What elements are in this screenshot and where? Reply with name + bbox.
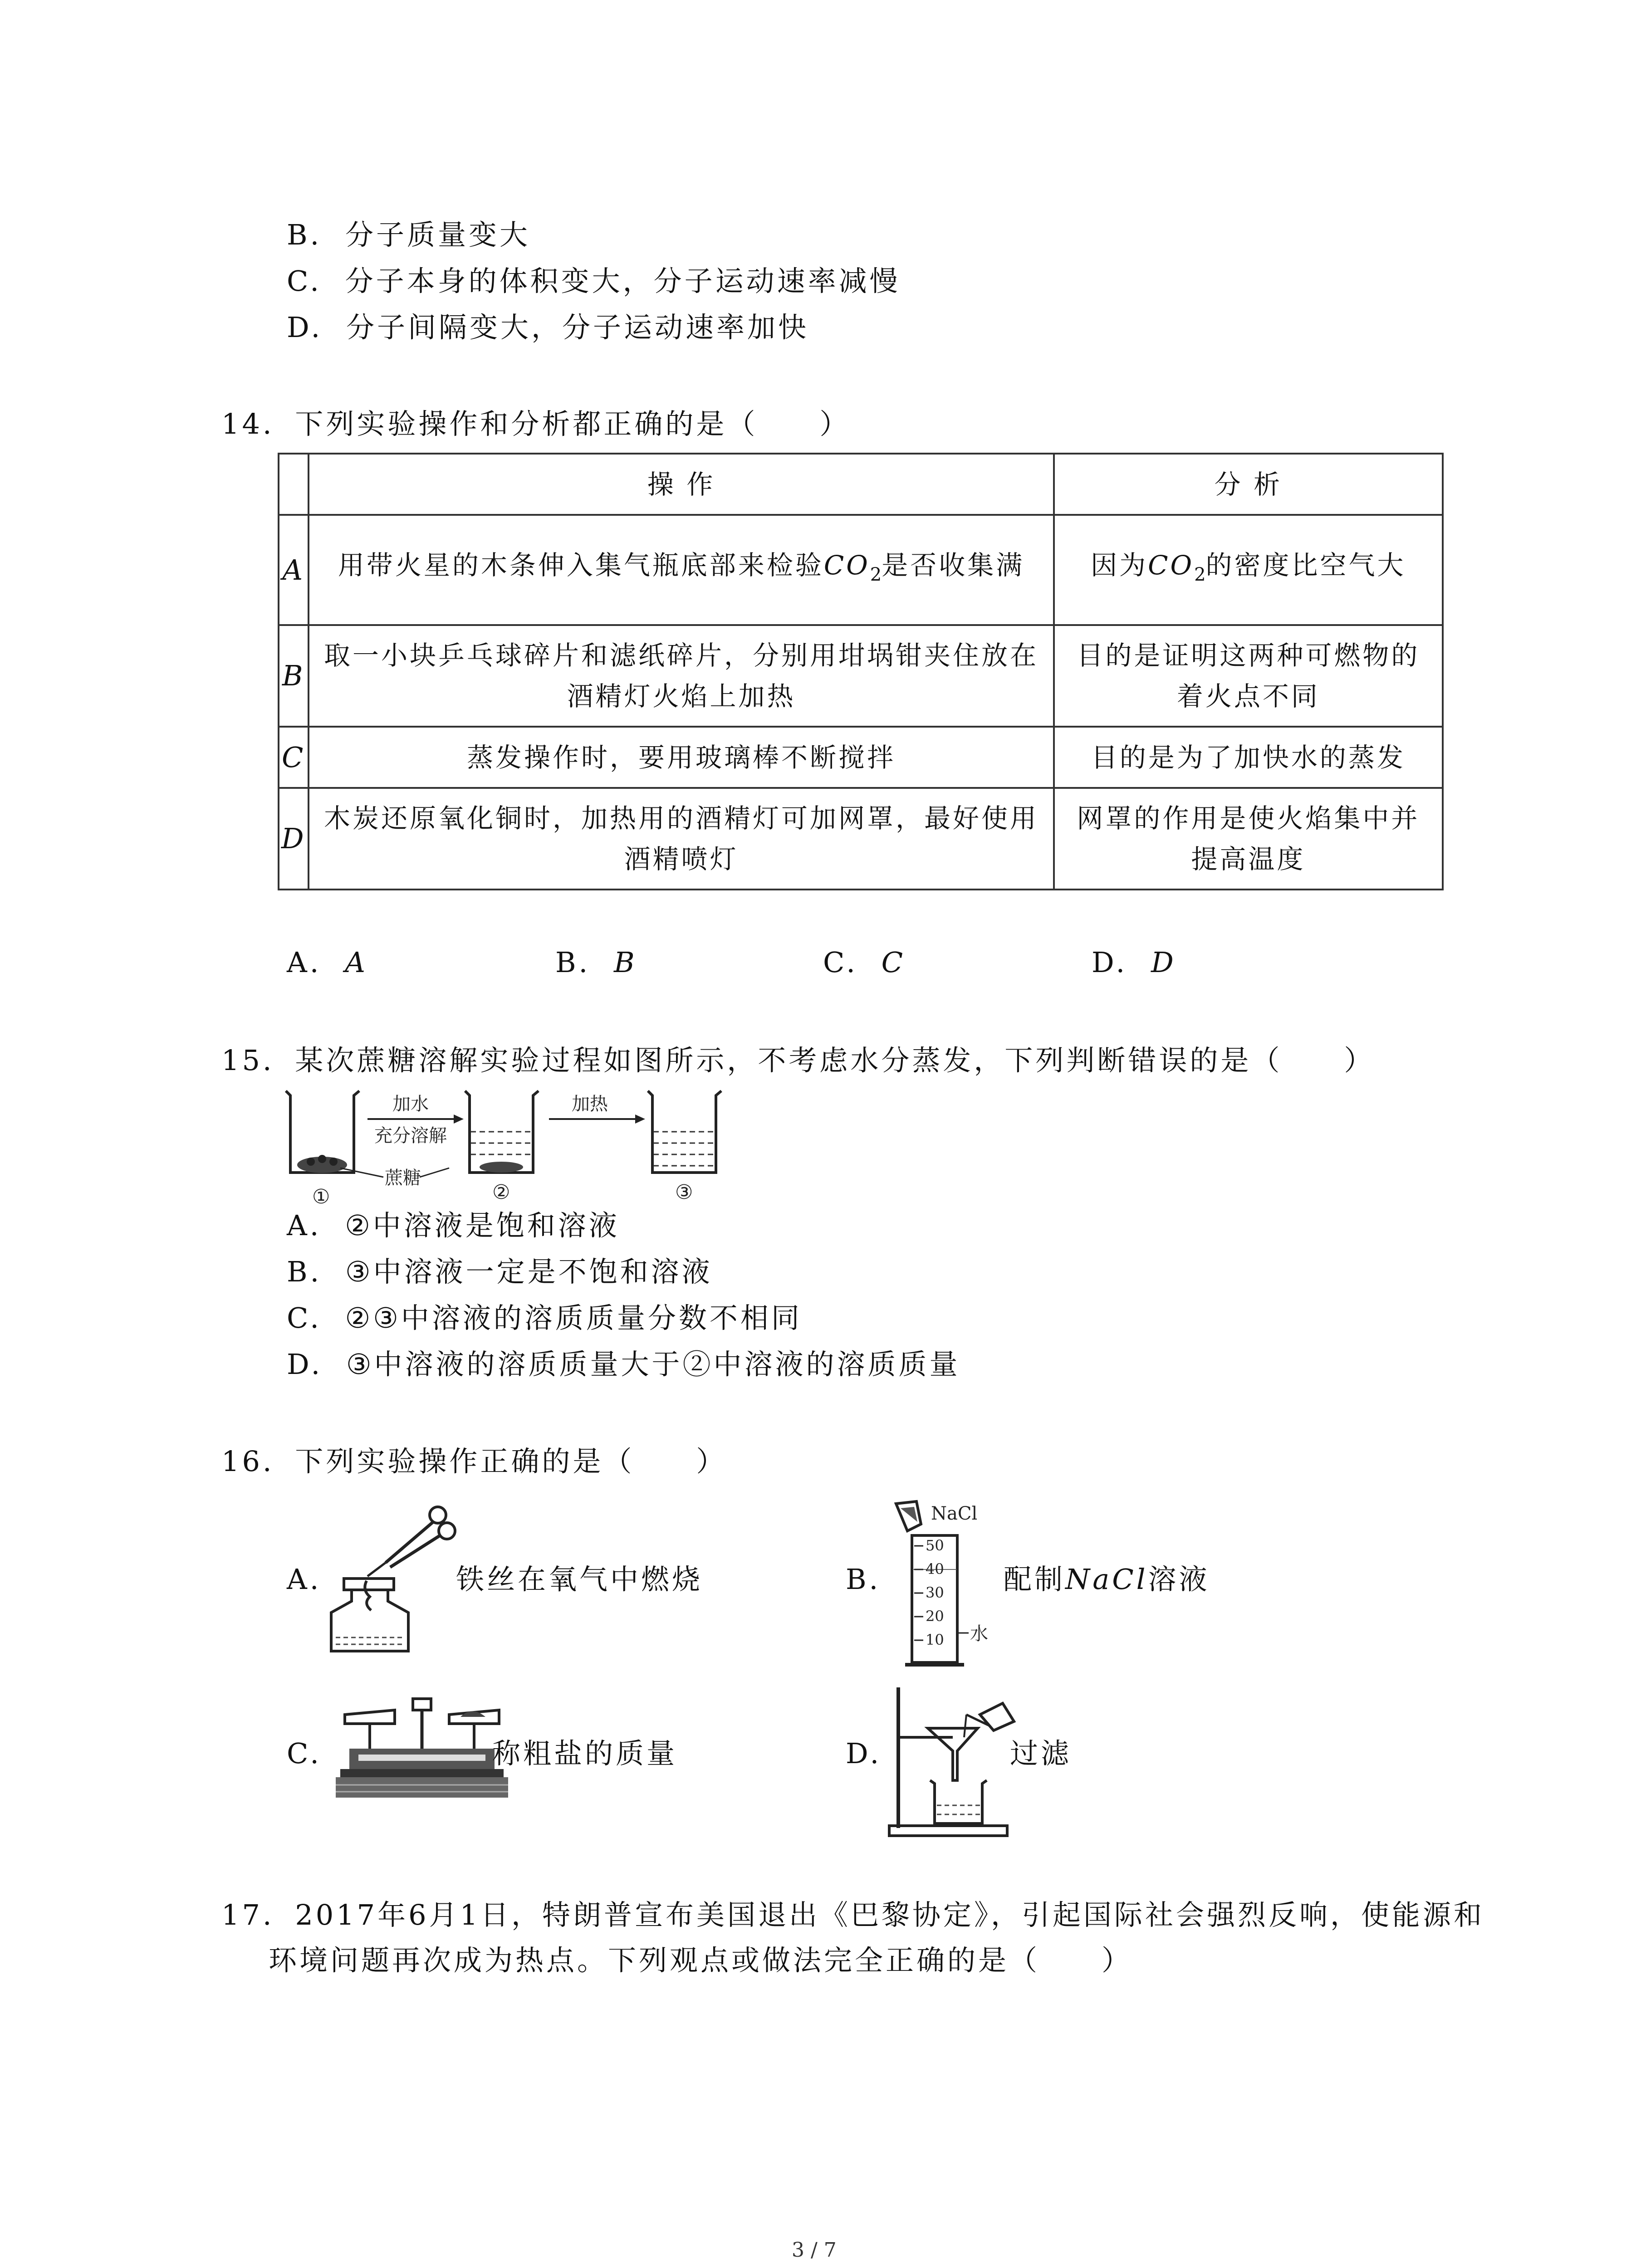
option-letter: D. [287, 311, 323, 344]
q14-option-b [555, 944, 637, 981]
q16-option-a-letter: A. [287, 1563, 322, 1596]
q16-stem [221, 1443, 727, 1480]
arrow2-label: 加热 [572, 1094, 608, 1114]
q14-stem [221, 406, 850, 442]
question-number: 16. [221, 1445, 274, 1478]
question-number: 15. [221, 1044, 274, 1077]
question-text: 某次蔗糖溶解实验过程如图所示，不考虑水分蒸发，下列判断错误的是（ ） [295, 1044, 1375, 1077]
option-letter: B. [287, 218, 322, 251]
table-row [279, 515, 1443, 625]
q16-option-a-text: 铁丝在氧气中燃烧 [456, 1563, 703, 1596]
option-text: 分子本身的体积变大，分子运动速率减慢 [345, 264, 901, 298]
table-row [279, 788, 1443, 890]
row-label: D [279, 788, 309, 890]
nacl-label: NaCl [931, 1503, 978, 1524]
option-letter: C. [823, 946, 858, 979]
row-operation: 用带火星的木条伸入集气瓶底部来检验$CO_2$是否收集满 [309, 515, 1053, 625]
iron-wire-burning-icon [318, 1499, 458, 1656]
option-value: B [614, 946, 637, 979]
iron-wire-burning-figure [318, 1499, 458, 1656]
tick-50: 50 [926, 1537, 944, 1554]
q13-option-d [287, 309, 809, 346]
table-header-row [279, 454, 1443, 515]
filtration-figure [885, 1683, 1021, 1839]
filtration-icon [885, 1683, 1021, 1839]
row-analysis: 网罩的作用是使火焰集中并提高温度 [1054, 788, 1443, 890]
option-letter: C. [287, 264, 322, 298]
beaker-3-label: ③ [675, 1181, 693, 1204]
tick-30: 30 [926, 1584, 944, 1601]
row-label: C [279, 727, 309, 788]
option-letter: A. [287, 946, 322, 979]
sugar-dissolving-figure [281, 1082, 735, 1209]
option-letter: B. [555, 946, 591, 979]
table-header-analysis: 分 析 [1054, 454, 1443, 515]
option-letter: D. [287, 1348, 323, 1381]
q15-option-d [287, 1346, 960, 1383]
option-text: ②③中溶液的溶质质量分数不相同 [345, 1301, 802, 1334]
option-letter: A. [287, 1209, 322, 1242]
arrow1-bottom-label: 充分溶解 [374, 1125, 447, 1146]
balance-scale-figure [336, 1696, 508, 1805]
question-text: 2017年6月1日，特朗普宣布美国退出《巴黎协定》，引起国际社会强烈反响，使能源和 [295, 1898, 1485, 1931]
q16-option-b-letter: B. [846, 1563, 881, 1596]
table-row [279, 625, 1443, 727]
beaker-1-label: ① [312, 1185, 330, 1208]
row-label: A [279, 515, 309, 625]
q13-option-b [287, 217, 530, 253]
question-number: 17. [221, 1898, 274, 1931]
balance-scale-icon [336, 1696, 508, 1805]
option-text: ②中溶液是饱和溶液 [345, 1209, 620, 1242]
option-text: ③中溶液一定是不饱和溶液 [345, 1255, 713, 1288]
row-operation: 蒸发操作时，要用玻璃棒不断搅拌 [309, 727, 1053, 788]
question-text: 下列实验操作正确的是（ ） [295, 1445, 727, 1478]
q15-option-c [287, 1300, 802, 1336]
table-header-empty [279, 454, 309, 515]
graduated-cylinder-icon [889, 1497, 1016, 1678]
tick-40: 40 [926, 1560, 944, 1578]
tick-10: 10 [926, 1631, 944, 1648]
option-letter: B. [287, 1255, 322, 1288]
q15-stem [221, 1042, 1375, 1079]
page-number: 3 / 7 [792, 2239, 837, 2262]
q13-option-c [287, 263, 901, 299]
option-value: C [881, 946, 906, 979]
table-header-operation: 操 作 [309, 454, 1053, 515]
row-operation: 木炭还原氧化铜时，加热用的酒精灯可加网罩，最好使用酒精喷灯 [309, 788, 1053, 890]
beaker-2-label: ② [492, 1181, 510, 1204]
question-text: 下列实验操作和分析都正确的是（ ） [295, 407, 851, 440]
option-text: ③中溶液的溶质质量大于②中溶液的溶质质量 [346, 1348, 960, 1381]
row-analysis: 目的是证明这两种可燃物的着火点不同 [1054, 625, 1443, 727]
sugar-dissolving-diagram [281, 1082, 735, 1209]
table-row [279, 727, 1443, 788]
q16-option-b-text: 配制NaCl溶液 [1004, 1563, 1210, 1596]
option-value: A [345, 946, 368, 979]
option-text: 分子间隔变大，分子运动速率加快 [346, 311, 809, 344]
q14-option-c [823, 944, 906, 981]
row-analysis: 目的是为了加快水的蒸发 [1054, 727, 1443, 788]
graduated-cylinder-figure [889, 1497, 1016, 1678]
q15-option-a [287, 1207, 620, 1244]
row-analysis: 因为$CO_2$的密度比空气大 [1054, 515, 1443, 625]
option-letter: C. [287, 1301, 322, 1334]
option-text: 分子质量变大 [345, 218, 531, 251]
option-value: D [1151, 946, 1176, 979]
q17-stem-line2: 环境问题再次成为热点。下列观点或做法完全正确的是（ ） [269, 1944, 1133, 1977]
tick-20: 20 [926, 1608, 944, 1625]
option-letter: D. [1092, 946, 1128, 979]
q15-option-b [287, 1254, 713, 1290]
arrow1-top-label: 加水 [392, 1094, 429, 1114]
q16-option-d-letter: D. [846, 1737, 882, 1770]
row-label: B [279, 625, 309, 727]
q16-option-c-text: 称粗盐的质量 [492, 1737, 678, 1770]
q17-stem-line1 [221, 1897, 1484, 1933]
sugar-label: 蔗糖 [385, 1168, 421, 1188]
q14-table [278, 453, 1444, 890]
q16-option-c-letter: C. [287, 1737, 322, 1770]
question-number: 14. [221, 407, 274, 440]
water-label: 水 [970, 1623, 988, 1644]
q14-option-d [1092, 944, 1176, 981]
q16-option-d-text: 过滤 [1010, 1737, 1072, 1770]
q14-option-a [287, 944, 368, 981]
row-operation: 取一小块乒乓球碎片和滤纸碎片，分别用坩埚钳夹住放在酒精灯火焰上加热 [309, 625, 1053, 727]
